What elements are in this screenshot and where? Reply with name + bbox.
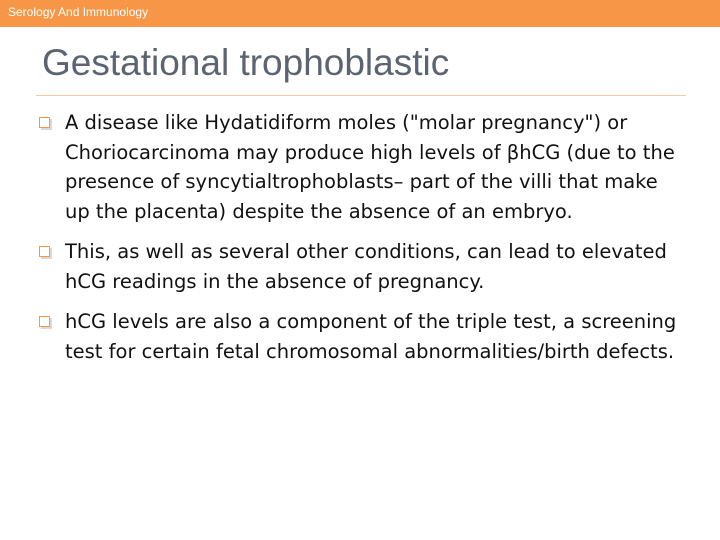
hollow-square-bullet-icon bbox=[39, 117, 50, 128]
hollow-square-bullet-icon bbox=[39, 316, 50, 327]
bullet-item-2 bbox=[38, 237, 688, 296]
hollow-square-bullet-icon bbox=[39, 246, 50, 257]
title-divider bbox=[36, 95, 686, 96]
bullet-text-2: This, as well as several other conditions, can lead to elevated hCG readings in the absence of pregnancy. bbox=[65, 240, 667, 293]
bullet-item-3 bbox=[38, 307, 688, 366]
slide-title: Gestational trophoblastic bbox=[42, 42, 450, 83]
header-bar bbox=[0, 0, 720, 27]
bullet-text-1: A disease like Hydatidiform moles ("molar pregnancy") or Choriocarcinoma may produce high levels of βhCG (due to the presence of syncytialtrophoblasts– part of the villi that make up the placenta) despite the absence of an embryo. bbox=[65, 111, 675, 223]
bullet-list bbox=[38, 108, 688, 377]
bullet-text-3: hCG levels are also a component of the triple test, a screening test for certain fetal chromosomal abnormalities/birth defects. bbox=[65, 310, 677, 363]
bullet-item-1 bbox=[38, 108, 688, 226]
course-label: Serology And Immunology bbox=[8, 5, 149, 19]
